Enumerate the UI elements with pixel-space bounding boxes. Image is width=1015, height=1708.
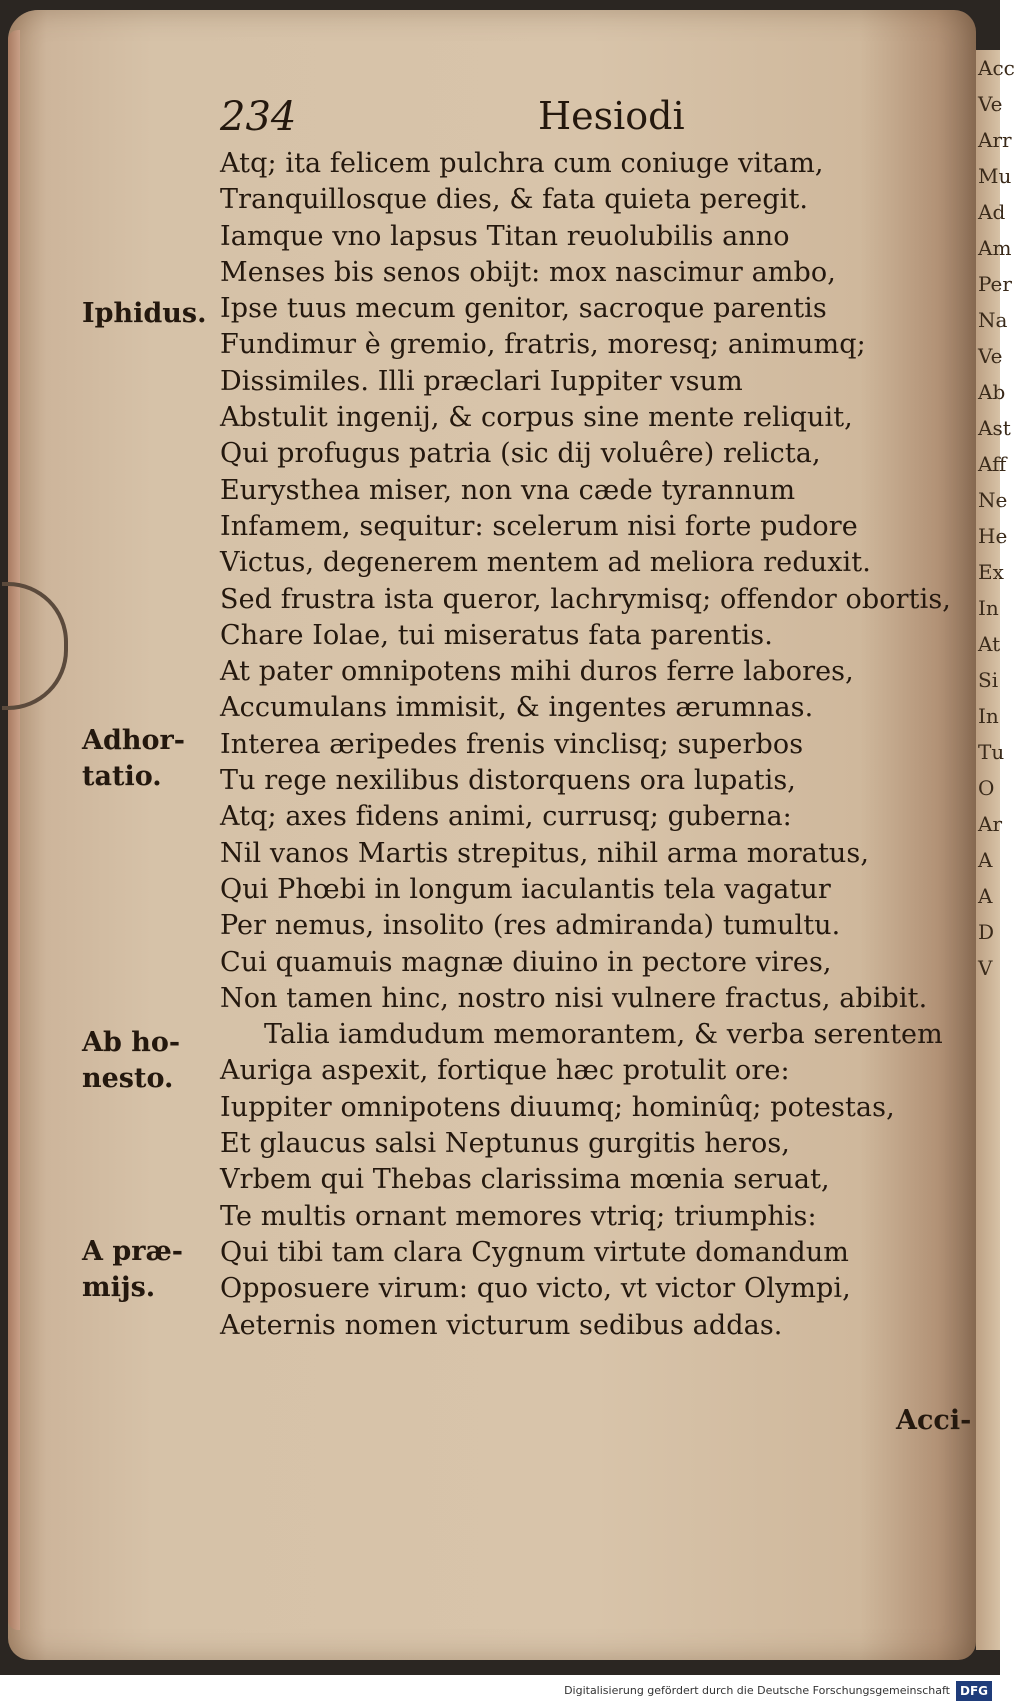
facing-fragment: Ab [978, 380, 1006, 404]
margin-note-adhortatio-1: Adhor- [82, 725, 185, 756]
verse-line: Et glaucus salsi Neptunus gurgitis heros, [220, 1128, 790, 1160]
facing-fragment: Ast [978, 416, 1011, 440]
facing-fragment: A [978, 884, 993, 908]
facing-fragment: D [978, 920, 995, 944]
facing-fragment: Aff [978, 452, 1007, 476]
verse-line: Abstulit ingenij, & corpus sine mente reliquit, [220, 402, 853, 434]
verse-line: Vrbem qui Thebas clarissima mœnia seruat, [220, 1164, 830, 1196]
verse-line: Nil vanos Martis strepitus, nihil arma moratus, [220, 837, 870, 869]
catchword: Acci- [896, 1405, 972, 1436]
facing-fragment: O [978, 776, 995, 800]
facing-fragment: Ve [978, 92, 1003, 116]
facing-fragment: At [978, 632, 1001, 656]
verse-line: Auriga aspexit, fortique hæc protulit ore: [220, 1055, 790, 1087]
verse-line: Qui tibi tam clara Cygnum virtute domandum [220, 1236, 850, 1268]
verse-line: Per nemus, insolito (res admiranda) tumultu. [220, 910, 841, 942]
facing-fragment: Arr [978, 128, 1012, 152]
verse-line: Interea æripedes frenis vinclisq; superbos [220, 728, 804, 760]
verse-line: Sed frustra ista queror, lachrymisq; offendor obortis, [220, 583, 951, 615]
margin-note-apraemijs-2: mijs. [82, 1272, 156, 1303]
page-edge [8, 30, 20, 1630]
page-number: 234 [220, 94, 297, 140]
facing-fragment: In [978, 704, 999, 728]
verse-line: Atq; axes fidens animi, currusq; guberna: [220, 801, 792, 833]
facing-fragment: He [978, 524, 1008, 548]
verse-line: Chare Iolae, tui miseratus fata parentis. [220, 619, 773, 651]
verse-line: Talia iamdudum memorantem, & verba serentem [264, 1019, 943, 1051]
book-clasp [2, 582, 68, 710]
margin-note-abhonesto-2: nesto. [82, 1063, 174, 1094]
digitization-footer [0, 1675, 1000, 1708]
facing-fragment: Am [978, 236, 1012, 260]
verse-line: Qui profugus patria (sic dij voluêre) relicta, [220, 438, 821, 470]
facing-fragment: Ve [978, 344, 1003, 368]
facing-fragment: Ar [978, 812, 1003, 836]
verse-line: Cui quamuis magnæ diuino in pectore vires, [220, 946, 832, 978]
verse-line: Eurysthea miser, non vna cæde tyrannum [220, 474, 796, 506]
verse-line: Te multis ornant memores vtriq; triumphis: [220, 1200, 817, 1232]
facing-fragment: V [978, 956, 993, 980]
margin-note-abhonesto-1: Ab ho- [82, 1027, 181, 1058]
verse-line: Infamem, sequitur: scelerum nisi forte pudore [220, 510, 858, 542]
footer-credit: Digitalisierung gefördert durch die Deutsche Forschungsgemeinschaft [564, 1684, 950, 1697]
facing-fragment: Mu [978, 164, 1012, 188]
verse-line: Dissimiles. Illi præclari Iuppiter vsum [220, 365, 743, 397]
verse-line: Victus, degenerem mentem ad meliora reduxit. [220, 547, 871, 579]
verse-line: Menses bis senos obijt: mox nascimur ambo, [220, 256, 836, 288]
verse-line: Ipse tuus mecum genitor, sacroque parentis [220, 293, 827, 325]
verse-line: Non tamen hinc, nostro nisi vulnere fractus, abibit. [220, 982, 928, 1014]
verse-line: Opposuere virum: quo victo, vt victor Olympi, [220, 1273, 851, 1305]
facing-fragment: Ad [978, 200, 1006, 224]
facing-fragment: Si [978, 668, 999, 692]
verse-line: Tu rege nexilibus distorquens ora lupatis, [220, 765, 796, 797]
running-head: Hesiodi [538, 94, 685, 138]
dfg-logo: DFG [956, 1681, 992, 1701]
facing-page-edge [976, 50, 1015, 1650]
margin-note-iphidus: Iphidus. [82, 298, 207, 329]
margin-note-apraemijs-1: A præ- [82, 1236, 183, 1267]
verse-line: At pater omnipotens mihi duros ferre labores, [220, 656, 854, 688]
facing-fragment: In [978, 596, 999, 620]
verse-line: Fundimur è gremio, fratris, moresq; animumq; [220, 329, 866, 361]
verse-line: Iamque vno lapsus Titan reuolubilis anno [220, 220, 790, 252]
verse-line: Qui Phœbi in longum iaculantis tela vagatur [220, 873, 831, 905]
verse-line: Aeternis nomen victurum sedibus addas. [220, 1309, 783, 1341]
verse-line: Accumulans immisit, & ingentes ærumnas. [220, 692, 814, 724]
facing-fragment: Tu [978, 740, 1005, 764]
margin-note-adhortatio-2: tatio. [82, 761, 162, 792]
facing-fragment: Acc [978, 56, 1015, 80]
facing-fragment: Ne [978, 488, 1008, 512]
facing-fragment: Ex [978, 560, 1004, 584]
book-page [8, 10, 976, 1660]
verse-line: Tranquillosque dies, & fata quieta peregit. [220, 184, 809, 216]
facing-fragment: Per [978, 272, 1012, 296]
facing-fragment: A [978, 848, 993, 872]
facing-fragment: Na [978, 308, 1008, 332]
verse-list [220, 146, 980, 1344]
verse-line: Iuppiter omnipotens diuumq; hominûq; potestas, [220, 1091, 895, 1123]
verse-line: Atq; ita felicem pulchra cum coniuge vitam, [220, 148, 824, 179]
